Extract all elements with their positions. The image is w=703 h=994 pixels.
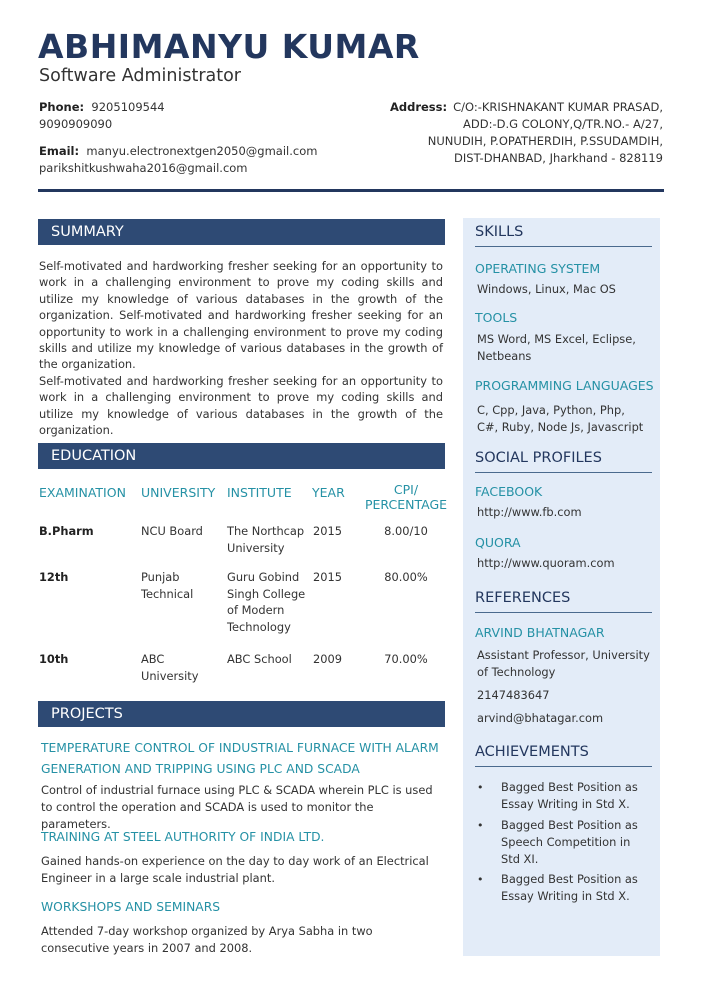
achievement-text: Bagged Best Position as Speech Competition in Std XI. <box>501 818 638 866</box>
achievements-heading: ACHIEVEMENTS <box>475 742 652 767</box>
skill-group-name: TOOLS <box>475 310 518 325</box>
reference-email[interactable]: arvind@bhatagar.com <box>477 711 604 725</box>
edu-university: NCU Board <box>141 524 203 538</box>
achievement-text: Bagged Best Position as Essay Writing in Std X. <box>501 872 638 903</box>
edu-header-institute: INSTITUTE <box>227 485 292 500</box>
email-label: Email: <box>39 144 80 158</box>
bullet-icon: • <box>477 781 484 794</box>
edu-year: 2015 <box>313 524 342 538</box>
social-name: QUORA <box>475 535 521 550</box>
projects-heading: PROJECTS <box>38 701 445 727</box>
edu-year: 2009 <box>313 652 342 666</box>
skills-heading: SKILLS <box>475 222 652 247</box>
email-secondary: parikshitkushwaha2016@gmail.com <box>39 161 248 175</box>
phone-primary: 9205109544 <box>91 100 165 114</box>
edu-exam: 12th <box>39 570 69 584</box>
social-url[interactable]: http://www.quoram.com <box>477 556 615 570</box>
bullet-icon: • <box>477 819 484 832</box>
edu-score: 8.00/10 <box>384 524 428 538</box>
phone-secondary: 9090909090 <box>39 117 113 131</box>
edu-header-university: UNIVERSITY <box>141 485 216 500</box>
edu-score: 80.00% <box>384 570 428 584</box>
edu-score: 70.00% <box>384 652 428 666</box>
edu-year: 2015 <box>313 570 342 584</box>
edu-header-cpi-line1: CPI/ <box>393 482 419 497</box>
social-url[interactable]: http://www.fb.com <box>477 505 582 519</box>
edu-institute: ABC School <box>227 652 292 666</box>
bullet-icon: • <box>477 873 484 886</box>
social-name: FACEBOOK <box>475 484 543 499</box>
skill-group-value: Windows, Linux, Mac OS <box>477 282 616 296</box>
email-block <box>39 143 369 177</box>
project-description: Attended 7-day workshop organized by Arya Sabha in two consecutive years in 2007 and 2008. <box>41 924 373 955</box>
summary-heading: SUMMARY <box>38 219 445 245</box>
email-primary: manyu.electronextgen2050@gmail.com <box>86 144 318 158</box>
summary-paragraph: Self-motivated and hardworking fresher seeking for an opportunity to work in a challenging environment to prove my coding skills and utilize my knowledge of various databases in the growth of the organization. <box>39 374 443 438</box>
edu-university: Punjab Technical <box>141 570 194 601</box>
edu-exam: B.Pharm <box>39 524 94 538</box>
edu-exam: 10th <box>39 652 69 666</box>
edu-header-year: YEAR <box>312 485 345 500</box>
header-divider <box>38 189 664 192</box>
edu-header-cpi <box>360 482 452 512</box>
edu-header-cpi-line2: PERCENTAGE <box>364 497 448 512</box>
address-line: DIST-DHANBAD, Jharkhand - 828119 <box>454 151 663 165</box>
reference-phone: 2147483647 <box>477 688 550 702</box>
reference-name: ARVIND BHATNAGAR <box>475 625 605 640</box>
project-description: Gained hands-on experience on the day to day work of an Electrical Engineer in a large scale industrial plant. <box>41 854 429 885</box>
candidate-name: ABHIMANYU KUMAR <box>38 27 420 66</box>
edu-institute: Guru Gobind Singh College of Modern Technology <box>227 570 306 634</box>
project-title: TRAINING AT STEEL AUTHORITY OF INDIA LTD. <box>41 830 325 844</box>
skill-group-value: C, Cpp, Java, Python, Php, C#, Ruby, Node Js, Javascript <box>477 403 644 434</box>
address-line: ADD:-D.G COLONY,Q/TR.NO.- A/27, <box>463 117 663 131</box>
edu-university: ABC University <box>141 652 199 683</box>
achievement-text: Bagged Best Position as Essay Writing in Std X. <box>501 780 638 811</box>
project-title: TEMPERATURE CONTROL OF INDUSTRIAL FURNACE WITH ALARM GENERATION AND TRIPPING USING PLC AND SCADA <box>41 741 439 776</box>
social-heading: SOCIAL PROFILES <box>475 448 652 473</box>
address-label: Address: <box>389 100 448 114</box>
reference-position: Assistant Professor, University of Technology <box>477 648 650 679</box>
address-block <box>386 99 663 167</box>
edu-header-examination: EXAMINATION <box>39 485 126 500</box>
phone-block <box>39 99 339 133</box>
phone-label: Phone: <box>39 100 85 114</box>
address-line: C/O:-KRISHNAKANT KUMAR PRASAD, <box>453 100 663 114</box>
candidate-role: Software Administrator <box>39 66 242 86</box>
skill-group-value: MS Word, MS Excel, Eclipse, Netbeans <box>477 332 636 363</box>
project-description: Control of industrial furnace using PLC & SCADA wherein PLC is used to control the operation and SCADA is used to monitor the parameters. <box>41 783 433 831</box>
references-heading: REFERENCES <box>475 588 652 613</box>
education-heading: EDUCATION <box>38 443 445 469</box>
project-title: WORKSHOPS AND SEMINARS <box>41 900 221 914</box>
skill-group-name: PROGRAMMING LANGUAGES <box>475 378 654 393</box>
summary-paragraph: Self-motivated and hardworking fresher seeking for an opportunity to work in a challenging environment to prove my coding skills and utilize my knowledge of various databases in the growth of the organization. Self-motivated and hardworking fresher seeking for an opportunity to work in a challenging environment to prove my coding skills and utilize my knowledge of various databases in the growth of the organization. <box>39 259 443 372</box>
address-line: NUNUDIH, P.OPATHERDIH, P.SSUDAMDIH, <box>427 134 663 148</box>
skill-group-name: OPERATING SYSTEM <box>475 261 601 276</box>
edu-institute: The Northcap University <box>227 524 305 555</box>
